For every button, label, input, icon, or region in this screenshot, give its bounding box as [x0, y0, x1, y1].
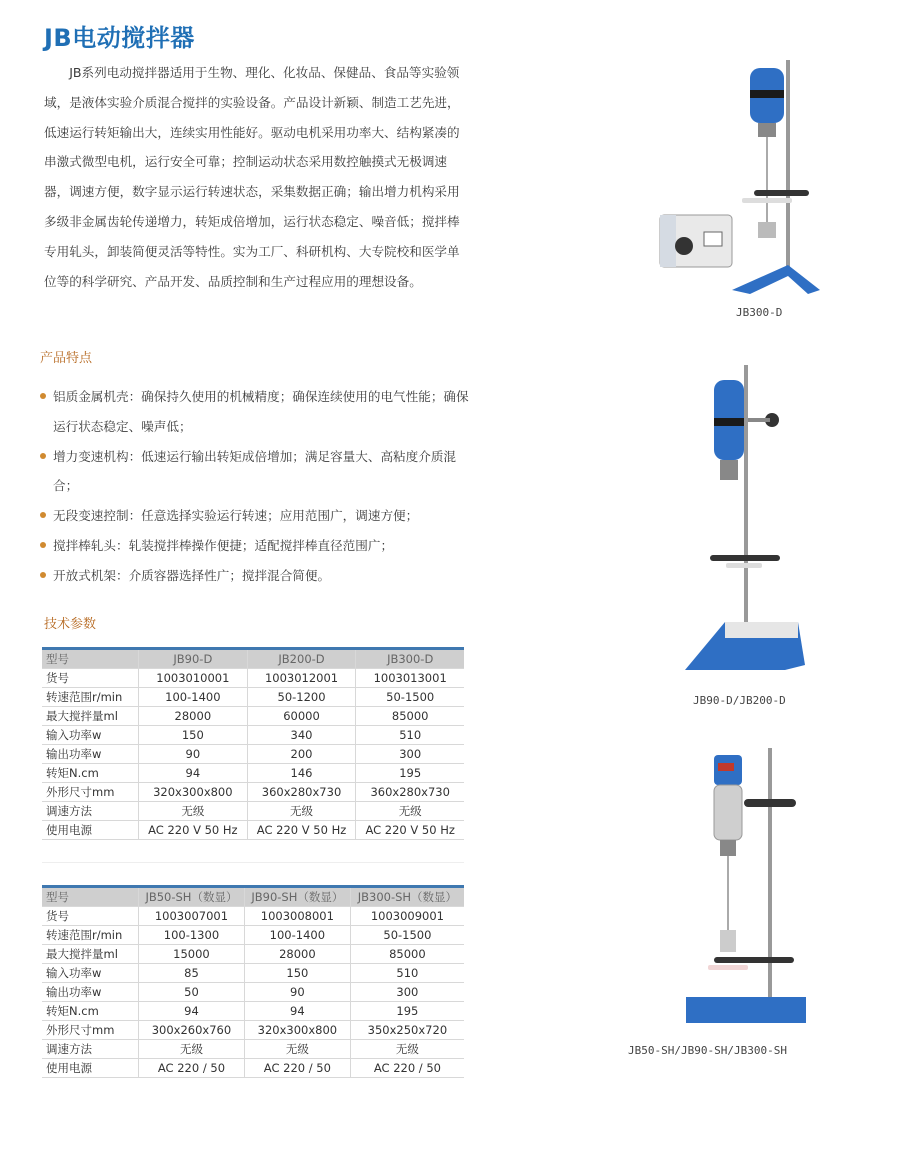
table-cell: 90 — [139, 745, 248, 764]
table-cell: 90 — [244, 983, 350, 1002]
table-cell: 510 — [350, 964, 464, 983]
table-cell: AC 220 / 50 — [350, 1059, 464, 1078]
list-item: 开放式机架：介质容器选择性广；搅拌混合简便。 — [40, 561, 470, 591]
table-header-cell: 型号 — [42, 649, 139, 669]
bullet-icon — [40, 453, 46, 459]
table-row — [42, 707, 464, 726]
table-header-cell: JB200-D — [247, 649, 356, 669]
table-header-row — [42, 649, 464, 669]
table-cell: 调速方法 — [42, 1040, 139, 1059]
bullet-icon — [40, 572, 46, 578]
table-cell: 最大搅拌量ml — [42, 707, 139, 726]
table-cell: 无级 — [350, 1040, 464, 1059]
table-cell: 无级 — [244, 1040, 350, 1059]
table-cell: 85 — [139, 964, 245, 983]
table-cell: 100-1400 — [244, 926, 350, 945]
table-cell: 85000 — [350, 945, 464, 964]
table-cell: 输出功率w — [42, 745, 139, 764]
table-header-cell: 型号 — [42, 887, 139, 907]
table-row — [42, 783, 464, 802]
table-cell: 15000 — [139, 945, 245, 964]
table-row — [42, 688, 464, 707]
table-cell: AC 220 V 50 Hz — [247, 821, 356, 840]
table-cell: 外形尺寸mm — [42, 1021, 139, 1040]
table-cell: 货号 — [42, 907, 139, 926]
table-cell: 94 — [139, 764, 248, 783]
table-cell: 1003012001 — [247, 669, 356, 688]
table-row — [42, 669, 464, 688]
features-heading: 产品特点 — [40, 351, 93, 366]
table-row — [42, 907, 464, 926]
table-cell: 无级 — [139, 802, 248, 821]
table-cell: 输出功率w — [42, 983, 139, 1002]
table-cell: 1003010001 — [139, 669, 248, 688]
table-cell: 510 — [356, 726, 464, 745]
table-cell: 使用电源 — [42, 821, 139, 840]
specs-heading: 技术参数 — [44, 617, 97, 632]
product-caption-1: JB300-D — [736, 306, 783, 319]
table-cell: 94 — [244, 1002, 350, 1021]
table-row — [42, 802, 464, 821]
table-cell: 300 — [356, 745, 464, 764]
list-item: 无段变速控制：任意选择实验运行转速；应用范围广，调速方便； — [40, 501, 470, 531]
list-item: 搅拌棒轧头：轧装搅拌棒操作便捷；适配搅拌棒直径范围广； — [40, 531, 470, 561]
table-cell: 300x260x760 — [139, 1021, 245, 1040]
product-caption-3: JB50-SH/JB90-SH/JB300-SH — [628, 1044, 787, 1057]
list-item: 增力变速机构：低速运行输出转矩成倍增加；满足容量大、高粘度介质混合； — [40, 442, 470, 502]
table-cell: 1003009001 — [350, 907, 464, 926]
table-row — [42, 1040, 464, 1059]
table-cell: 320x300x800 — [139, 783, 248, 802]
table-cell: 195 — [350, 1002, 464, 1021]
table-cell: 转矩N.cm — [42, 764, 139, 783]
spec-table-d-series — [42, 647, 464, 840]
table-cell: 320x300x800 — [244, 1021, 350, 1040]
table-cell: 无级 — [247, 802, 356, 821]
table-cell: 360x280x730 — [356, 783, 464, 802]
table-cell: 50-1200 — [247, 688, 356, 707]
table-header-cell: JB300-D — [356, 649, 464, 669]
bullet-icon — [40, 542, 46, 548]
table-cell: AC 220 / 50 — [139, 1059, 245, 1078]
table-cell: 150 — [244, 964, 350, 983]
table-cell: 100-1300 — [139, 926, 245, 945]
table-cell: 调速方法 — [42, 802, 139, 821]
table-cell: 使用电源 — [42, 1059, 139, 1078]
table-cell: AC 220 V 50 Hz — [356, 821, 464, 840]
table-cell: AC 220 V 50 Hz — [139, 821, 248, 840]
divider — [42, 862, 464, 863]
table-cell: 1003007001 — [139, 907, 245, 926]
table-cell: 外形尺寸mm — [42, 783, 139, 802]
table-cell: 195 — [356, 764, 464, 783]
table-cell: 50-1500 — [350, 926, 464, 945]
table-cell: 转矩N.cm — [42, 1002, 139, 1021]
table-row — [42, 726, 464, 745]
table-cell: 28000 — [244, 945, 350, 964]
table-cell: 85000 — [356, 707, 464, 726]
table-cell: 60000 — [247, 707, 356, 726]
bullet-icon — [40, 512, 46, 518]
table-row — [42, 1059, 464, 1078]
table-header-cell: JB90-SH（数显） — [244, 887, 350, 907]
table-cell: 360x280x730 — [247, 783, 356, 802]
product-image-jb300-d — [650, 50, 860, 300]
table-row — [42, 1002, 464, 1021]
table-row — [42, 745, 464, 764]
table-row — [42, 821, 464, 840]
table-cell: 最大搅拌量ml — [42, 945, 139, 964]
intro-paragraph: JB系列电动搅拌器适用于生物、理化、化妆品、保健品、食品等实验领域，是液体实验介质混合搅拌的实验设备。产品设计新颖、制造工艺先进，低速运行转矩输出大，连续实用性能好。驱动电机采用功率大、结构紧凑的串激式微型电机，运行安全可靠；控制运动状态采用数控触摸式无极调速器，调速方便，数字显示运行转速状态，采集数据正确；输出增力机构采用多级非金属齿轮传递增力，转矩成倍增加，运行状态稳定、噪音低；搅拌棒专用轧头，卸装简便灵活等特性。实为工厂、科研机构、大专院校和医学单位等的科学研究、产品开发、品质控制和生产过程应用的理想设备。 — [44, 65, 460, 289]
table-header-cell: JB50-SH（数显） — [139, 887, 245, 907]
table-cell: 1003008001 — [244, 907, 350, 926]
table-cell: 无级 — [139, 1040, 245, 1059]
spec-table-sh-series — [42, 885, 464, 1078]
table-row — [42, 983, 464, 1002]
table-header-row — [42, 887, 464, 907]
table-row — [42, 926, 464, 945]
table-cell: 350x250x720 — [350, 1021, 464, 1040]
table-cell: 340 — [247, 726, 356, 745]
table-cell: 货号 — [42, 669, 139, 688]
product-image-sh-series — [680, 745, 820, 1035]
table-cell: 150 — [139, 726, 248, 745]
table-cell: 无级 — [356, 802, 464, 821]
table-header-cell: JB90-D — [139, 649, 248, 669]
bullet-icon — [40, 393, 46, 399]
table-cell: AC 220 / 50 — [244, 1059, 350, 1078]
table-cell: 100-1400 — [139, 688, 248, 707]
table-row — [42, 964, 464, 983]
table-cell: 1003013001 — [356, 669, 464, 688]
table-row — [42, 1021, 464, 1040]
table-cell: 50-1500 — [356, 688, 464, 707]
table-cell: 输入功率w — [42, 726, 139, 745]
table-cell: 200 — [247, 745, 356, 764]
table-cell: 28000 — [139, 707, 248, 726]
table-cell: 50 — [139, 983, 245, 1002]
table-cell: 输入功率w — [42, 964, 139, 983]
list-item: 铝质金属机壳：确保持久使用的机械精度；确保连续使用的电气性能；确保运行状态稳定、噪声低； — [40, 382, 470, 442]
features-list — [40, 382, 470, 591]
page-title: JB电动搅拌器 — [44, 24, 195, 52]
table-cell: 转速范围r/min — [42, 926, 139, 945]
table-cell: 300 — [350, 983, 464, 1002]
product-caption-2: JB90-D/JB200-D — [693, 694, 786, 707]
table-cell: 94 — [139, 1002, 245, 1021]
table-cell: 转速范围r/min — [42, 688, 139, 707]
table-cell: 146 — [247, 764, 356, 783]
table-row — [42, 764, 464, 783]
table-row — [42, 945, 464, 964]
table-header-cell: JB300-SH（数显） — [350, 887, 464, 907]
product-image-jb90-d — [680, 360, 820, 680]
